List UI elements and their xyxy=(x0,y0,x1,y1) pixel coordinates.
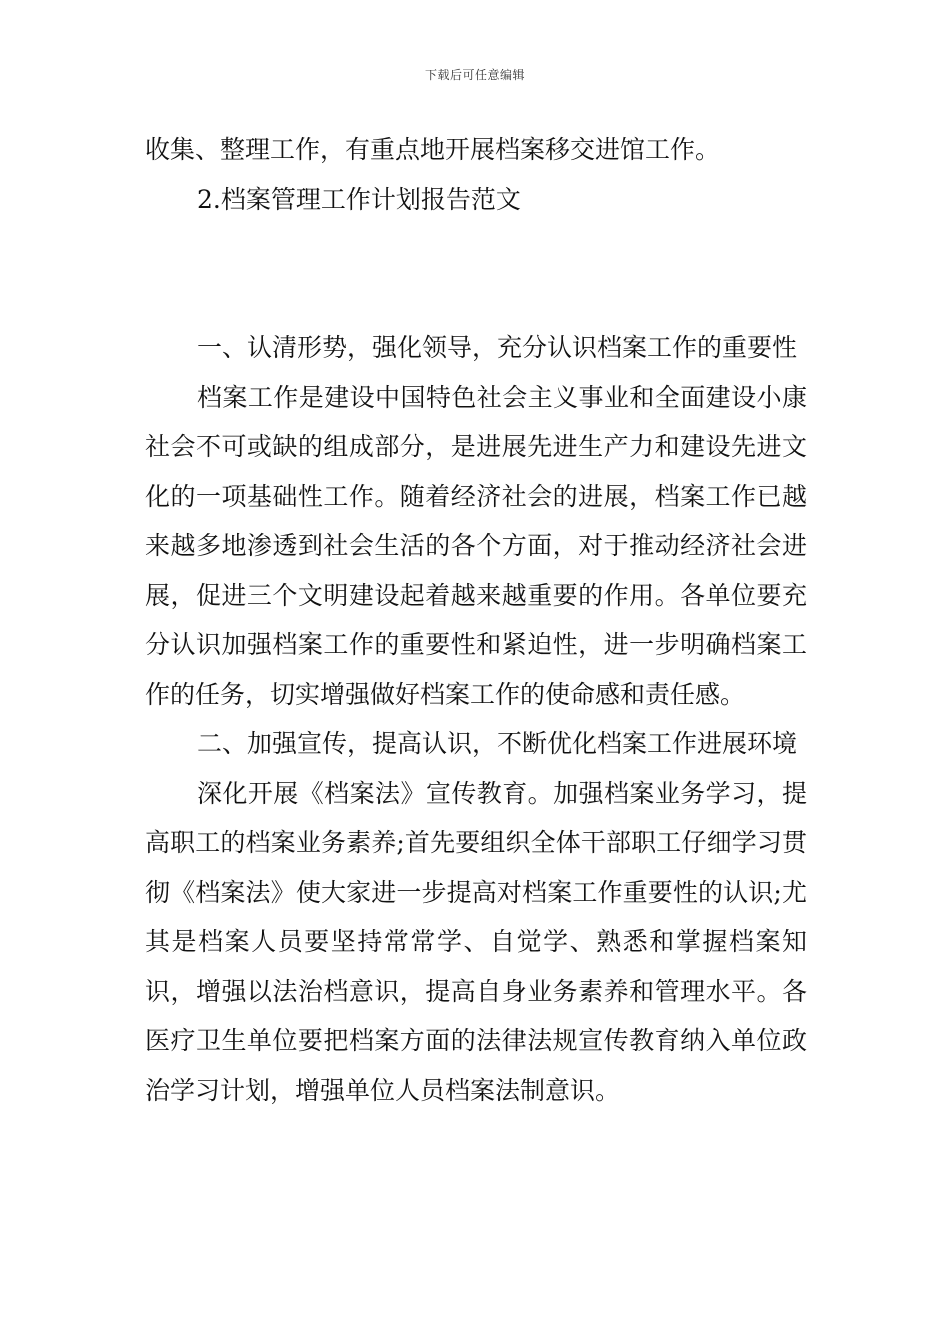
section-title: 2.档案管理工作计划报告范文 xyxy=(197,184,521,214)
paragraph-two: 深化开展《档案法》宣传教育。加强档案业务学习，提高职工的档案业务素养;首先要组织全体干部职工仔细学习贯彻《档案法》使大家进一步提高对档案工作重要性的认识;尤其是档案人员要坚持常常学、自觉学、熟悉和掌握档案知识，增强以法治档意识，提高自身业务素养和管理水平。各医疗卫生单位要把档案方面的法律法规宣传教育纳入单位政治学习计划，增强单位人员档案法制意识。 xyxy=(145,778,807,1105)
paragraph-continuation: 收集、整理工作，有重点地开展档案移交进馆工作。 xyxy=(145,135,721,164)
heading-two: 二、加强宣传，提高认识，不断优化档案工作进展环境 xyxy=(197,729,798,758)
heading-one: 一、认清形势，强化领导，充分认识档案工作的重要性 xyxy=(197,333,798,362)
paragraph-one: 档案工作是建设中国特色社会主义事业和全面建设小康社会不可或缺的组成部分，是进展先进生产力和建设先进文化的一项基础性工作。随着经济社会的进展，档案工作已越来越多地渗透到社会生活的各个方面，对于推动经济社会进展，促进三个文明建设起着越来越重要的作用。各单位要充分认识加强档案工作的重要性和紧迫性，进一步明确档案工作的任务，切实增强做好档案工作的使命感和责任感。 xyxy=(145,382,807,709)
page-header: 下载后可任意编辑 xyxy=(424,68,525,82)
blank-line xyxy=(145,224,807,323)
document-body xyxy=(145,125,807,1115)
